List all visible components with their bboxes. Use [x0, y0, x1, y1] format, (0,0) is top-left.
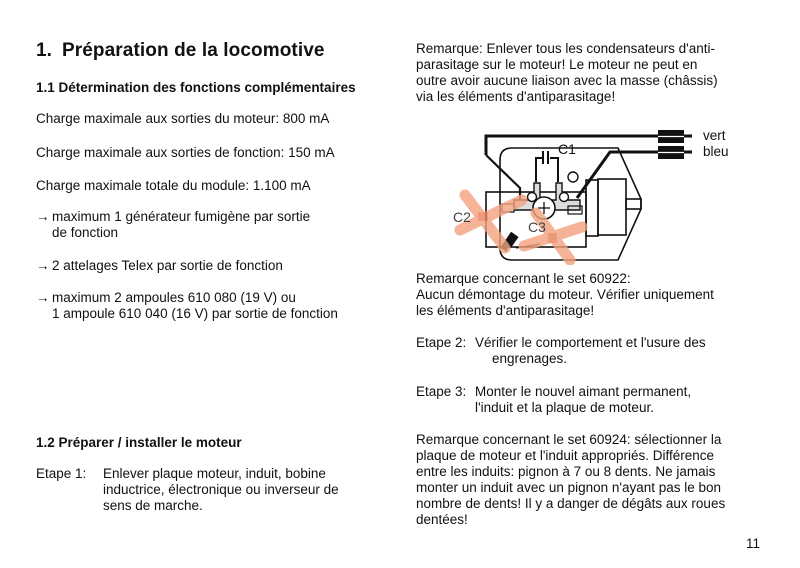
spec-function-load: Charge maximale aux sorties de fonction: 150 mA — [36, 145, 335, 160]
remark-line: outre avoir aucune liaison avec la masse (châssis) — [416, 73, 718, 88]
bullet-smoke-generator — [36, 209, 310, 241]
step-2 — [416, 335, 706, 367]
step-line: Vérifier le comportement et l'usure des — [475, 335, 706, 350]
page-title — [36, 40, 325, 62]
step-line: Monter le nouvel aimant permanent, — [475, 384, 692, 399]
remark-line: via les éléments d'antiparasitage! — [416, 89, 616, 104]
wire-label-bleu: bleu — [703, 144, 729, 159]
bullet-line: 1 ampoule 610 040 (16 V) par sortie de fonction — [52, 306, 338, 321]
c3-label: C3 — [528, 219, 546, 235]
step-line: sens de marche. — [103, 498, 203, 513]
remark-line: parasitage sur le moteur! Le moteur ne peut en — [416, 57, 698, 72]
bullet-line: maximum 1 générateur fumigène par sortie — [52, 209, 311, 224]
remark-line: plaque de moteur et l'induit appropriés. Différence — [416, 448, 715, 463]
remark-line: Remarque concernant le set 60922: — [416, 271, 631, 286]
step-line: engrenages. — [492, 351, 568, 366]
wire-label-vert: vert — [703, 128, 726, 143]
bullet-line: de fonction — [52, 225, 119, 240]
arrow-icon: → — [36, 290, 50, 305]
arrow-icon: → — [36, 258, 50, 273]
remark-line: Remarque concernant le set 60924: sélectionner la — [416, 432, 722, 447]
step-label: Etape 1: — [36, 466, 87, 481]
spec-motor-load: Charge maximale aux sorties du moteur: 800 mA — [36, 111, 330, 126]
heading-title: Préparation de la locomotive — [62, 40, 325, 61]
wire-blue — [577, 146, 692, 198]
bullet-telex — [36, 258, 283, 274]
section-heading-1-1: 1.1 Détermination des fonctions complémentaires — [36, 80, 356, 95]
step-label: Etape 3: — [416, 384, 467, 399]
remark-set-60924 — [416, 432, 725, 528]
step-line: Enlever plaque moteur, induit, bobine — [103, 466, 326, 481]
remark-set-60922 — [416, 271, 714, 319]
remark-line: nombre de dents! Il y a danger de dégâts aux roues — [416, 496, 726, 511]
remark-line: entre les induits: pignon à 7 ou 8 dents. Ne jamais — [416, 464, 716, 479]
remark-capacitors — [416, 41, 718, 105]
motor-diagram — [440, 120, 760, 265]
remark-line: Aucun démontage du moteur. Vérifier uniquement — [416, 287, 714, 302]
step-line: l'induit et la plaque de moteur. — [475, 400, 654, 415]
remark-line: dentées! — [416, 512, 468, 527]
step-3 — [416, 384, 691, 416]
remark-line: les éléments d'antiparasitage! — [416, 303, 595, 318]
step-line: inductrice, électronique ou inverseur de — [103, 482, 339, 497]
step-label: Etape 2: — [416, 335, 467, 350]
bullet-bulbs — [36, 290, 338, 322]
capacitor-c3-crossed — [524, 213, 582, 260]
c2-label: C2 — [453, 209, 471, 225]
arrow-icon: → — [36, 209, 50, 224]
step-1 — [36, 466, 339, 514]
bullet-line: 2 attelages Telex par sortie de fonction — [52, 258, 283, 273]
remark-line: Remarque: Enlever tous les condensateurs d'anti- — [416, 41, 715, 56]
heading-number: 1. — [36, 40, 53, 61]
remark-line: monter un induit avec un pignon n'ayant pas le bon — [416, 480, 722, 495]
c1-label: C1 — [558, 141, 576, 157]
spec-total-load: Charge maximale totale du module: 1.100 mA — [36, 178, 311, 193]
section-heading-1-2: 1.2 Préparer / installer le moteur — [36, 435, 242, 450]
page-number: 11 — [745, 536, 760, 551]
bullet-line: maximum 2 ampoules 610 080 (19 V) ou — [52, 290, 296, 305]
wire-green — [486, 130, 692, 200]
